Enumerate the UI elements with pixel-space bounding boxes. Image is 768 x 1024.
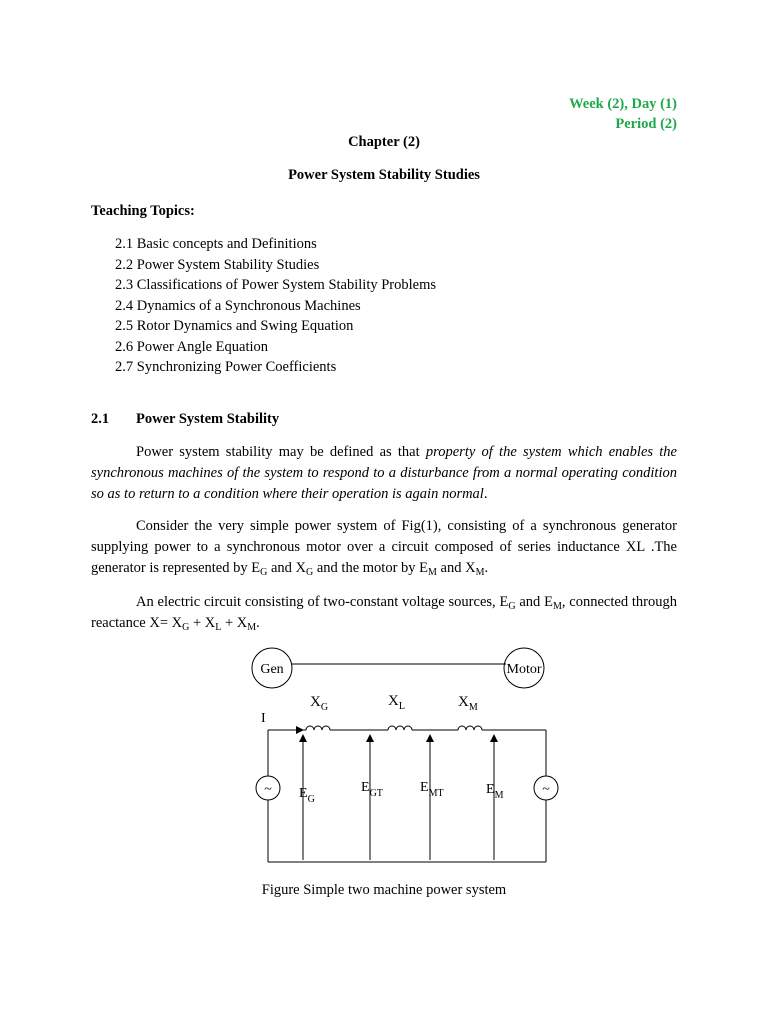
inductor-xm (458, 726, 482, 730)
topic-item: 2.6 Power Angle Equation (115, 338, 269, 355)
topic-item: 2.1 Basic concepts and Definitions (115, 236, 317, 252)
figure-caption: Figure Simple two machine power system (261, 882, 507, 898)
voltage-label-emt: $E_{MT}$ (420, 780, 444, 799)
week-period-header (569, 94, 677, 134)
topic-item: 2.5 Rotor Dynamics and Swing Equation (115, 318, 354, 334)
reactance-label-xg: $X_G$ (310, 694, 329, 713)
reactance-label-xl: $X_L$ (388, 693, 405, 712)
voltage-label-em: $E_M$ (486, 782, 504, 801)
section-title: Power System Stability (136, 411, 280, 427)
voltage-label-eg: $E_G$ (299, 786, 315, 805)
one-line-diagram (252, 648, 544, 688)
generator-label: Gen (260, 662, 284, 677)
inductor-xl (388, 726, 412, 730)
section-number: 2.1 (91, 411, 110, 427)
topic-item: 2.2 Power System Stability Studies (115, 256, 320, 273)
chapter-title: Chapter (2) (348, 134, 420, 150)
topic-item: 2.7 Synchronizing Power Coefficients (115, 359, 337, 375)
paragraph-definition: Power system stability may be defined as that property of the system which enables the synchronous machines of the system to respond to a disturbance from a normal operating condition so as to return to a condition where their operation is again normal. (91, 444, 677, 502)
inductor-xg (306, 726, 330, 730)
reactance-label-xm: $X_M$ (458, 694, 478, 713)
teaching-topics-list (115, 234, 436, 378)
topic-item: 2.4 Dynamics of a Synchronous Machines (115, 297, 361, 314)
current-label: I (261, 711, 266, 726)
two-machine-circuit-diagram (240, 640, 570, 872)
week-day-label: Week (2), Day (1) (569, 96, 677, 112)
paragraph-circuit: An electric circuit consisting of two-constant voltage sources, $E_G$ and $E_M$, connected through reactance $X= X_G + X_L + X_M$. (91, 594, 677, 633)
teaching-topics-heading: Teaching Topics: (91, 203, 195, 219)
motor-source-symbol: ~ (542, 782, 550, 797)
paragraph-simple-system: Consider the very simple power system of Fig(1), consisting of a synchronous generator supplying power to a synchronous motor over a circuit composed of series inductance XL .The generator is represented by $E_G$ and $X_G$ and the motor by $E_M$ and $X_M$. (91, 518, 677, 578)
topic-item: 2.3 Classifications of Power System Stability Problems (115, 277, 437, 293)
generator-source-symbol: ~ (264, 782, 272, 797)
voltage-label-egt: $E_{GT}$ (361, 780, 383, 799)
period-label: Period (2) (615, 116, 677, 132)
motor-label: Motor (506, 662, 542, 677)
chapter-subtitle: Power System Stability Studies (288, 167, 480, 183)
